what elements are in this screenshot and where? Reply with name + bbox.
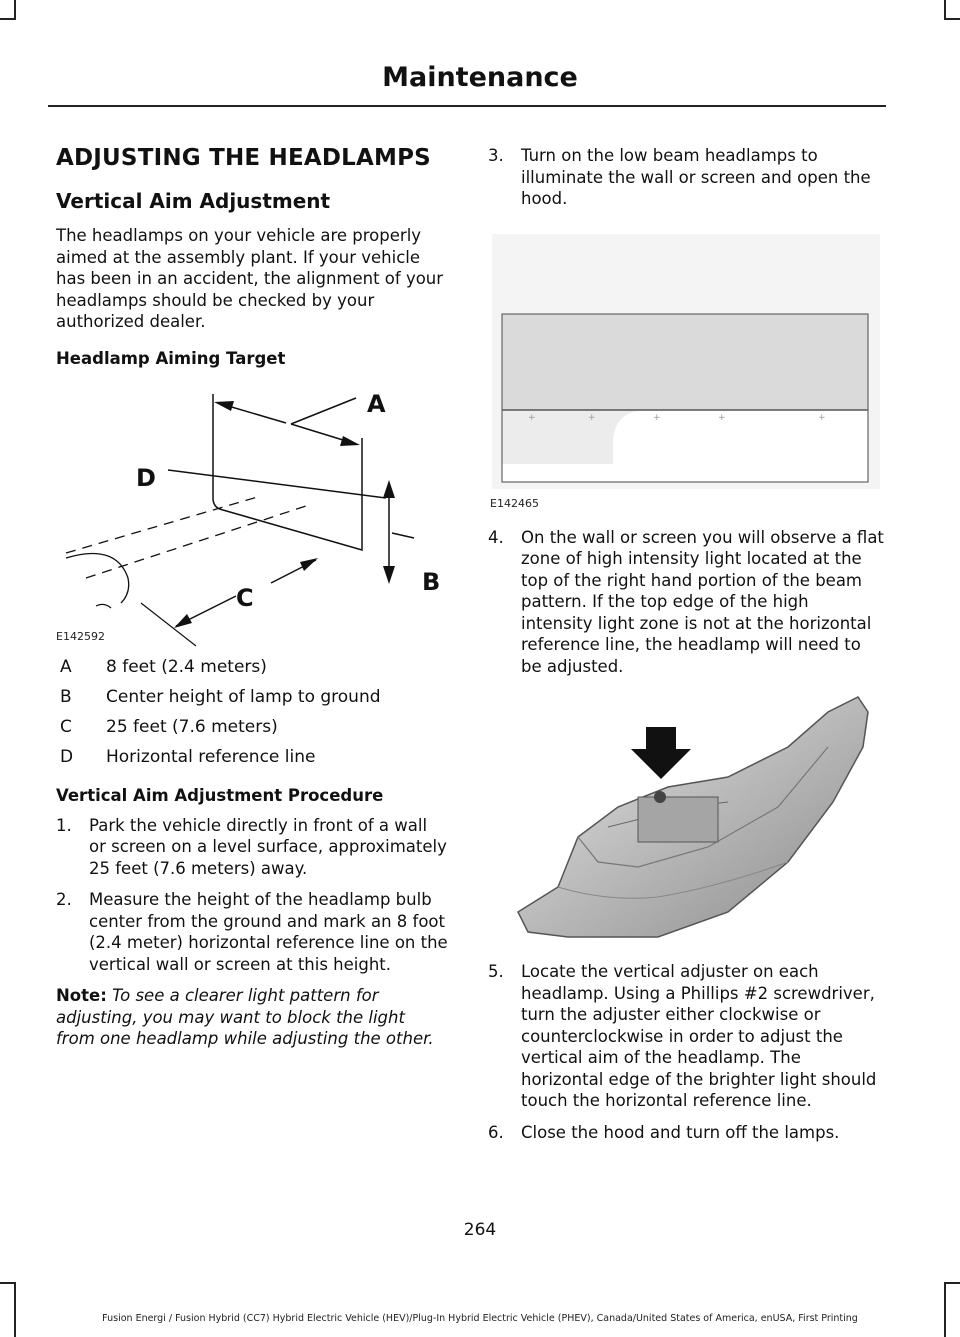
note bbox=[56, 985, 448, 1050]
legend-row bbox=[56, 746, 448, 768]
right-column bbox=[488, 145, 884, 1153]
crop-mark bbox=[944, 0, 946, 20]
step-number: 6. bbox=[488, 1122, 504, 1142]
step-number: 5. bbox=[488, 962, 504, 981]
step-item bbox=[488, 145, 884, 210]
legend-key: C bbox=[60, 716, 72, 737]
legend-text: 8 feet (2.4 meters) bbox=[106, 656, 267, 677]
step-text: Measure the height of the headlamp bulb center from the ground and mark an 8 foot (2.4 meter) horizontal reference line on the vertical wall or screen at this height. bbox=[89, 890, 448, 974]
step-item bbox=[56, 889, 448, 975]
beam-pattern-diagram bbox=[488, 234, 884, 494]
legend-text: Horizontal reference line bbox=[106, 746, 316, 767]
crop-mark bbox=[944, 18, 960, 20]
svg-text:+: + bbox=[818, 412, 826, 423]
headlamp-adjuster-figure bbox=[488, 687, 884, 947]
step-number: 2. bbox=[56, 890, 72, 909]
legend-text: Center height of lamp to ground bbox=[106, 686, 381, 707]
subsection-title: Vertical Aim Adjustment bbox=[56, 189, 331, 213]
legend-row bbox=[56, 716, 448, 738]
step-number: 3. bbox=[488, 146, 504, 165]
target-heading: Headlamp Aiming Target bbox=[56, 348, 286, 368]
note-text: To see a clearer light pattern for adjusting, you may want to block the light from one headlamp while adjusting the other. bbox=[56, 986, 434, 1048]
headlamp-diagram bbox=[488, 687, 884, 947]
figure-legend bbox=[56, 656, 448, 768]
label-c: C bbox=[236, 583, 254, 612]
crop-mark bbox=[0, 1282, 16, 1284]
step-item bbox=[488, 527, 884, 678]
step-text: Locate the vertical adjuster on each headlamp. Using a Phillips #2 screwdriver, turn the adjuster either clockwise or counterclockwise in order to adjust the vertical aim of the headlamp. The horizontal edge of the brighter light should touch the horizontal reference line. bbox=[521, 962, 877, 1110]
step-item bbox=[56, 815, 448, 880]
header-rule bbox=[48, 105, 886, 107]
step-item bbox=[488, 961, 884, 1112]
legend-key: D bbox=[60, 746, 74, 767]
crop-mark bbox=[14, 1282, 16, 1337]
page-footer: Fusion Energi / Fusion Hybrid (CC7) Hybrid Electric Vehicle (HEV)/Plug-In Hybrid Electric Vehicle (PHEV), Canada/United States of America, enUSA, First Printing bbox=[102, 1313, 858, 1324]
section-title: ADJUSTING THE HEADLAMPS bbox=[56, 145, 431, 171]
svg-text:+: + bbox=[653, 412, 661, 423]
procedure-heading: Vertical Aim Adjustment Procedure bbox=[56, 785, 384, 805]
crop-mark bbox=[944, 1282, 960, 1284]
legend-text: 25 feet (7.6 meters) bbox=[106, 716, 278, 737]
svg-text:+: + bbox=[528, 412, 536, 423]
label-d: D bbox=[136, 463, 156, 492]
figure-code: E142465 bbox=[490, 496, 539, 510]
figure-code: E142592 bbox=[56, 629, 105, 643]
svg-text:+: + bbox=[588, 412, 596, 423]
step-number: 1. bbox=[56, 815, 72, 835]
step-text: Turn on the low beam headlamps to illuminate the wall or screen and open the hood. bbox=[521, 146, 871, 208]
step-text: Park the vehicle directly in front of a wall or screen on a level surface, approximately 25 feet (7.6 meters) away. bbox=[89, 815, 447, 878]
step-text: Close the hood and turn off the lamps. bbox=[521, 1122, 840, 1142]
crop-mark bbox=[14, 0, 16, 20]
label-a: A bbox=[367, 389, 386, 418]
step-number: 4. bbox=[488, 527, 504, 547]
intro-paragraph: The headlamps on your vehicle are properly aimed at the assembly plant. If your vehicle has been in an accident, the alignment of your headlamps should be checked by your authorized dealer. bbox=[56, 226, 444, 331]
legend-key: A bbox=[60, 656, 72, 677]
page-header-title: Maintenance bbox=[382, 62, 578, 93]
legend-key: B bbox=[60, 686, 72, 707]
left-column bbox=[56, 145, 448, 1050]
crop-mark bbox=[0, 18, 16, 20]
svg-text:+: + bbox=[718, 412, 726, 423]
crop-mark bbox=[944, 1282, 946, 1337]
legend-row bbox=[56, 686, 448, 708]
aiming-target-figure bbox=[56, 378, 448, 648]
label-b: B bbox=[422, 567, 441, 596]
legend-row bbox=[56, 656, 448, 678]
step-item bbox=[488, 1122, 884, 1144]
note-label: Note: bbox=[56, 986, 107, 1005]
step-text: On the wall or screen you will observe a flat zone of high intensity light located at the top of the right hand portion of the beam pattern. If the top edge of the high intensity light zone is not at the horizontal reference line, the headlamp will need to be adjusted. bbox=[521, 527, 884, 676]
page-number: 264 bbox=[463, 1220, 497, 1240]
beam-pattern-figure bbox=[488, 234, 884, 519]
